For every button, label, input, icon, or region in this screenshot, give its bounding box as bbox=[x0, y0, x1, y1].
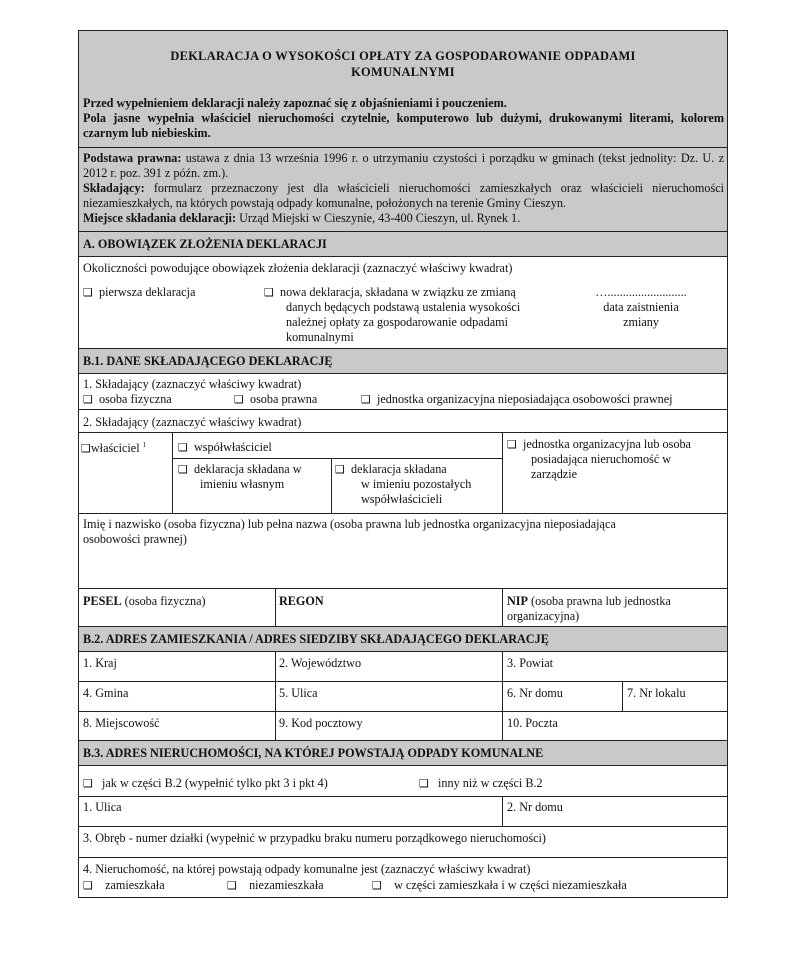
uninhabited-option[interactable] bbox=[227, 878, 324, 893]
submission-place-label: Miejsce składania deklaracji: bbox=[83, 211, 237, 225]
locality-field[interactable]: 8. Miejscowość bbox=[83, 716, 160, 730]
checkbox-icon[interactable]: ❑ bbox=[234, 393, 244, 406]
country-field[interactable]: 1. Kraj bbox=[83, 656, 117, 670]
street-field[interactable]: 5. Ulica bbox=[279, 686, 318, 700]
legal-basis-text: ustawa z dnia 13 września 1996 r. o utrzymaniu czystości i porządku w gminach (tekst jednolity: Dz. U. z 2012 r. poz. 391 z późn. zm.). bbox=[83, 151, 724, 180]
nip-note: organizacyjna) bbox=[507, 609, 580, 623]
filer-role-label: 2. Składający (zaznaczyć właściwy kwadrat) bbox=[83, 415, 302, 429]
checkbox-icon[interactable]: ❑ bbox=[227, 879, 237, 892]
option-label-line: należnej opłaty za gospodarowanie odpadami bbox=[286, 315, 508, 329]
checkbox-icon[interactable]: ❑ bbox=[264, 286, 274, 299]
form-title-line: DEKLARACJA O WYSOKOŚCI OPŁATY ZA GOSPODAROWANIE ODPADAMI bbox=[170, 49, 636, 63]
option-label: właściciel bbox=[90, 441, 140, 456]
name-field[interactable] bbox=[83, 517, 724, 587]
option-label-line: w imieniu pozostałych bbox=[361, 477, 472, 491]
other-address-option[interactable] bbox=[419, 776, 543, 791]
pesel-note: (osoba fizyczna) bbox=[121, 594, 206, 608]
county-field[interactable]: 3. Powiat bbox=[507, 656, 554, 670]
others-behalf-option-cont bbox=[361, 477, 471, 507]
legal-info bbox=[83, 151, 724, 226]
option-label: jak w części B.2 (wypełnić tylko pkt 3 i pkt 4) bbox=[102, 776, 328, 790]
submission-place-text: Urząd Miejski w Cieszynie, 43-400 Cieszyn, ul. Rynek 1. bbox=[236, 211, 521, 225]
notice-line: Przed wypełnieniem deklaracji należy zapoznać się z objaśnieniami i pouczeniem. bbox=[83, 96, 507, 110]
option-label: osoba prawna bbox=[249, 392, 318, 406]
section-a-instruction: Okoliczności powodujące obowiązek złożenia deklaracji (zaznaczyć właściwy kwadrat) bbox=[83, 261, 513, 275]
option-label: w części zamieszkała i w części niezamieszkała bbox=[394, 878, 627, 892]
option-label: jednostka organizacyjna lub osoba bbox=[522, 437, 691, 451]
first-declaration-option[interactable] bbox=[83, 285, 195, 300]
option-label: niezamieszkała bbox=[249, 878, 324, 892]
notice-line: Pola jasne wypełnia właściciel nieruchomości czytelnie, komputerowo lub dużymi, drukowanymi literami, kolorem czarnym lub niebieskim. bbox=[83, 111, 724, 140]
option-label-line: komunalnymi bbox=[286, 330, 354, 344]
name-field-label: Imię i nazwisko (osoba fizyczna) lub pełna nazwa (osoba prawna lub jednostka organizacyjna nieposiadająca bbox=[83, 517, 616, 531]
voivodeship-field[interactable]: 2. Województwo bbox=[279, 656, 362, 670]
section-b1-heading: B.1. DANE SKŁADAJĄCEGO DEKLARACJĘ bbox=[83, 354, 333, 368]
option-label: inny niż w części B.2 bbox=[438, 776, 543, 790]
filer-label: Składający: bbox=[83, 181, 145, 195]
nip-note: (osoba prawna lub jednostka bbox=[528, 594, 671, 608]
option-label: nowa deklaracja, składana w związku ze zmianą bbox=[279, 285, 516, 299]
inhabited-option[interactable] bbox=[83, 878, 165, 893]
co-owner-option[interactable] bbox=[178, 440, 272, 455]
checkbox-icon[interactable]: ❑ bbox=[83, 286, 93, 299]
checkbox-icon[interactable]: ❑ bbox=[81, 442, 91, 456]
pesel-field[interactable] bbox=[83, 594, 273, 624]
plot-number-field[interactable]: 3. Obręb - numer działki (wypełnić w przypadku braku numeru porządkowego nieruchomości) bbox=[83, 831, 546, 845]
option-label: jednostka organizacyjna nieposiadająca osobowości prawnej bbox=[376, 392, 673, 406]
legal-person-option[interactable] bbox=[234, 392, 317, 407]
postal-code-field[interactable]: 9. Kod pocztowy bbox=[279, 716, 363, 730]
checkbox-icon[interactable]: ❑ bbox=[507, 438, 517, 451]
section-a-heading: A. OBOWIĄZEK ZŁOŻENIA DEKLARACJI bbox=[83, 237, 327, 251]
owner-option[interactable] bbox=[81, 438, 146, 456]
checkbox-icon[interactable]: ❑ bbox=[83, 393, 93, 406]
option-label: zamieszkała bbox=[105, 878, 165, 892]
checkbox-icon[interactable]: ❑ bbox=[178, 463, 188, 476]
option-label: deklaracja składana w bbox=[193, 462, 302, 476]
footnote-marker: 1 bbox=[142, 441, 147, 449]
mixed-option[interactable] bbox=[372, 878, 627, 893]
managing-unit-option-cont bbox=[531, 452, 671, 482]
commune-field[interactable]: 4. Gmina bbox=[83, 686, 129, 700]
date-label: zmiany bbox=[623, 315, 659, 329]
option-label-line: zarządzie bbox=[531, 467, 577, 481]
new-declaration-option[interactable] bbox=[264, 285, 516, 300]
checkbox-icon[interactable]: ❑ bbox=[83, 879, 93, 892]
own-behalf-option-cont: imieniu własnym bbox=[200, 477, 285, 491]
nip-label: NIP bbox=[507, 594, 528, 608]
option-label-line: posiadająca nieruchomość w bbox=[531, 452, 672, 466]
nip-field[interactable] bbox=[507, 594, 725, 624]
option-label-line: danych będących podstawą ustalenia wysokości bbox=[286, 300, 521, 314]
new-declaration-option-cont bbox=[286, 300, 520, 345]
option-label-line: współwłaścicieli bbox=[361, 492, 443, 506]
checkbox-icon[interactable]: ❑ bbox=[419, 777, 429, 790]
name-field-label: osobowości prawnej) bbox=[83, 532, 187, 546]
managing-unit-option[interactable] bbox=[507, 437, 691, 452]
post-office-field[interactable]: 10. Poczta bbox=[507, 716, 558, 730]
checkbox-icon[interactable]: ❑ bbox=[178, 441, 188, 454]
option-label: deklaracja składana bbox=[350, 462, 447, 476]
date-placeholder: ….......................... bbox=[595, 285, 687, 299]
others-behalf-option[interactable] bbox=[335, 462, 447, 477]
legal-basis-label: Podstawa prawna: bbox=[83, 151, 182, 165]
property-house-number-field[interactable]: 2. Nr domu bbox=[507, 800, 563, 814]
regon-field[interactable]: REGON bbox=[279, 594, 324, 608]
property-type-label: 4. Nieruchomość, na której powstają odpady komunalne jest (zaznaczyć właściwy kwadrat) bbox=[83, 862, 531, 876]
declaration-form bbox=[78, 30, 728, 898]
option-label: osoba fizyczna bbox=[98, 392, 172, 406]
apartment-number-field[interactable]: 7. Nr lokalu bbox=[627, 686, 686, 700]
checkbox-icon[interactable]: ❑ bbox=[335, 463, 345, 476]
organizational-unit-option[interactable] bbox=[361, 392, 673, 407]
section-b2-heading: B.2. ADRES ZAMIESZKANIA / ADRES SIEDZIBY SKŁADAJĄCEGO DEKLARACJĘ bbox=[83, 632, 549, 646]
date-label: data zaistnienia bbox=[603, 300, 679, 314]
same-address-option[interactable] bbox=[83, 776, 328, 791]
natural-person-option[interactable] bbox=[83, 392, 172, 407]
checkbox-icon[interactable]: ❑ bbox=[83, 777, 93, 790]
section-b3-heading: B.3. ADRES NIERUCHOMOŚCI, NA KTÓREJ POWSTAJĄ ODPADY KOMUNALNE bbox=[83, 746, 544, 760]
property-street-field[interactable]: 1. Ulica bbox=[83, 800, 122, 814]
filer-type-label: 1. Składający (zaznaczyć właściwy kwadrat) bbox=[83, 377, 302, 391]
option-label: współwłaściciel bbox=[193, 440, 272, 454]
change-date-field[interactable] bbox=[576, 285, 706, 330]
checkbox-icon[interactable]: ❑ bbox=[372, 879, 382, 892]
form-title bbox=[79, 48, 727, 80]
own-behalf-option[interactable] bbox=[178, 462, 302, 477]
option-label: pierwsza deklaracja bbox=[98, 285, 196, 299]
house-number-field[interactable]: 6. Nr domu bbox=[507, 686, 563, 700]
pesel-label: PESEL bbox=[83, 594, 122, 608]
filer-text: formularz przeznaczony jest dla właścicieli nieruchomości zamieszkałych oraz właścicieli nieruchomości niezamieszkałych, na których powstają odpady komunalne, położonych na terenie Gminy Cieszyn. bbox=[83, 181, 724, 210]
checkbox-icon[interactable]: ❑ bbox=[361, 393, 371, 406]
form-title-line: KOMUNALNYMI bbox=[351, 65, 455, 79]
fill-instructions bbox=[83, 96, 724, 141]
